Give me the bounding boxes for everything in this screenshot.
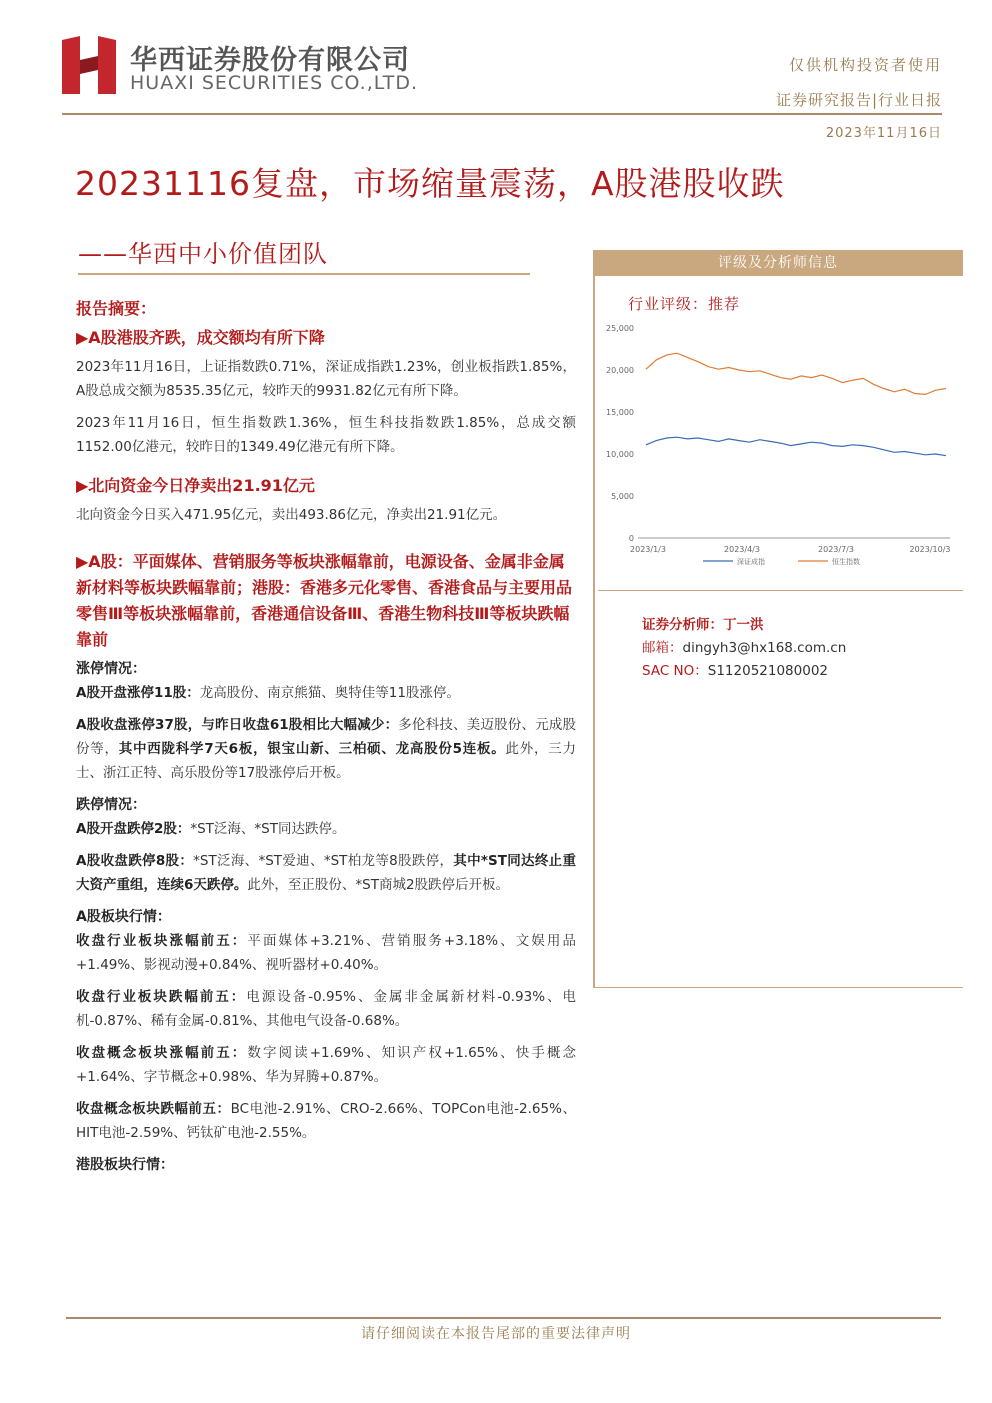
hk-paragraph: 2023年11月16日，恒生指数跌1.36%，恒生科技指数跌1.85%，总成交额1152.00亿港元，较昨日的1349.49亿港元有所下降。	[76, 415, 576, 455]
concept-top-gainers	[76, 1041, 576, 1089]
x-tick-label: 2023/4/3	[724, 545, 760, 554]
x-tick-label: 2023/7/3	[818, 545, 854, 554]
series-line-1	[646, 437, 946, 456]
analyst-name: 丁一洪	[723, 617, 764, 633]
a-share-sector-label: A股板块行情：	[76, 909, 171, 925]
analyst-row	[642, 614, 846, 637]
header-divider	[62, 113, 942, 115]
sidebar-title: 评级及分析师信息	[718, 255, 838, 271]
series-line-2	[646, 353, 946, 394]
close-limit-down-text: *ST泛海、*ST爱迪、*ST柏龙等8股跌停，	[193, 853, 454, 869]
y-tick-label: 10,000	[606, 450, 634, 459]
summary-label: 报告摘要：	[76, 299, 157, 318]
team-name: ——华西中小价值团队	[78, 240, 328, 268]
page-title: 20231116复盘，市场缩量震荡，A股港股收跌	[75, 164, 785, 203]
y-tick-label: 25,000	[606, 324, 634, 333]
report-type: 证券研究报告|行业日报	[775, 91, 942, 109]
section-heading-northbound: ▶北向资金今日净卖出21.91亿元	[76, 476, 315, 495]
close-limit-down-lead: A股收盘跌停8股：	[76, 853, 194, 869]
legend-label: 恒生指数	[832, 558, 860, 566]
sidebar-border	[593, 276, 595, 988]
close-limit-up-note: 此外，三力士、浙江正特、高乐股份等17股涨停后开板。	[76, 741, 577, 781]
industry-top-losers-text: 电源设备-0.95%、金属非金属新材料-0.93%、电机-0.87%、稀有金属-0.81%、其他电气设备-0.68%。	[76, 989, 577, 1029]
section-heading-sectors: ▶A股：平面媒体、营销服务等板块涨幅靠前，电源设备、金属非金属新材料等板块跌幅靠前；港股：香港多元化零售、香港食品与主要用品零售Ⅲ等板块涨幅靠前，香港通信设备Ⅲ、香港生物科技Ⅲ等板块跌幅靠前	[76, 552, 573, 649]
email-row	[642, 637, 846, 660]
industry-top-gainers-lead: 收盘行业板块涨幅前五：	[76, 933, 248, 949]
y-tick-label: 5,000	[611, 492, 634, 501]
y-tick-label: 20,000	[606, 366, 634, 375]
close-limit-up-text: 多伦科技、美迈股份、元成股份等，	[76, 717, 576, 757]
analyst-email[interactable]: dingyh3@hx168.com.cn	[682, 640, 847, 656]
report-summary	[76, 296, 576, 1177]
close-limit-down-note: 此外，至正股份、*ST商城2股跌停后开板。	[247, 877, 510, 893]
analyst-info	[642, 614, 846, 683]
legend-label: 深证成指	[737, 558, 765, 566]
close-limit-up-highlight: 其中西陇科学7天6板，银宝山新、三柏硕、龙高股份5连板。	[118, 741, 506, 757]
industry-top-losers-lead: 收盘行业板块跌幅前五：	[76, 989, 247, 1005]
industry-top-gainers-text: 平面媒体+3.21%、营销服务+3.18%、文娱用品+1.49%、影视动漫+0.84%、视听器材+0.40%。	[76, 933, 576, 973]
y-tick-label: 0	[628, 534, 634, 543]
concept-top-gainers-lead: 收盘概念板块涨幅前五：	[76, 1045, 248, 1061]
title-divider	[78, 273, 530, 275]
open-limit-down-lead: A股开盘跌停2股：	[76, 821, 191, 837]
limit-down-label: 跌停情况：	[76, 797, 146, 813]
footer-divider	[66, 1317, 941, 1319]
huaxi-logo	[62, 36, 116, 94]
close-limit-up-lead: A股收盘涨停37股，与昨日收盘61股相比大幅减少：	[76, 717, 399, 733]
sidebar-bottom-border	[593, 987, 963, 988]
close-limit-up-paragraph	[76, 713, 576, 785]
concept-top-losers-lead: 收盘概念板块跌幅前五：	[76, 1101, 231, 1117]
limit-up-label: 涨停情况：	[76, 661, 146, 677]
email-label: 邮箱：	[642, 640, 683, 656]
report-date: 2023年11月16日	[825, 126, 942, 141]
rating-label: 行业评级：	[628, 295, 709, 313]
sac-number: S1120521080002	[707, 663, 828, 679]
chart-divider	[598, 590, 963, 591]
close-limit-down-highlight: 其中*ST同达终止重大资产重组，连续6天跌停。	[76, 853, 576, 893]
section-heading-market: ▶A股港股齐跌，成交额均有所下降	[76, 328, 325, 347]
analyst-label: 证券分析师：	[642, 617, 723, 633]
open-limit-down-paragraph	[76, 817, 576, 841]
open-limit-up-paragraph	[76, 681, 576, 705]
concept-top-losers	[76, 1097, 576, 1145]
open-limit-up-text: 龙高股份、南京熊猫、奥特佳等11股涨停。	[199, 685, 460, 701]
open-limit-down-text: *ST泛海、*ST同达跌停。	[190, 821, 346, 837]
company-name-en: HUAXI SECURITIES CO.,LTD.	[130, 72, 418, 94]
industry-rating	[628, 293, 740, 314]
company-name-cn: 华西证券股份有限公司	[130, 45, 410, 76]
x-tick-label: 2023/1/3	[630, 545, 666, 554]
rating-value: 推荐	[708, 295, 741, 313]
a-share-paragraph: 2023年11月16日，上证指数跌0.71%，深证成指跌1.23%，创业板指跌1.85%，A股总成交额为8535.35亿元，较昨天的9931.82亿元有所下降。	[76, 359, 576, 399]
concept-top-gainers-text: 数字阅读+1.69%、知识产权+1.65%、快手概念+1.64%、字节概念+0.98%、华为昇腾+0.87%。	[76, 1045, 576, 1085]
x-tick-label: 2023/10/3	[909, 545, 951, 554]
sac-label: SAC NO：	[642, 663, 708, 679]
index-line-chart	[598, 320, 960, 570]
northbound-paragraph: 北向资金今日买入471.95亿元，卖出493.86亿元，净卖出21.91亿元。	[76, 507, 507, 523]
hk-sector-label: 港股板块行情：	[76, 1157, 174, 1173]
sac-row	[642, 660, 846, 683]
open-limit-up-lead: A股开盘涨停11股：	[76, 685, 200, 701]
concept-top-losers-text: BC电池-2.91%、CRO-2.66%、TOPCon电池-2.65%、HIT电池-2.59%、钙钛矿电池-2.55%。	[76, 1101, 576, 1141]
y-tick-label: 15,000	[606, 408, 634, 417]
industry-top-gainers	[76, 929, 576, 977]
audience-note: 仅供机构投资者使用	[788, 56, 942, 74]
close-limit-down-paragraph	[76, 849, 576, 897]
industry-top-losers	[76, 985, 576, 1033]
legal-notice: 请仔细阅读在本报告尾部的重要法律声明	[361, 1326, 631, 1342]
